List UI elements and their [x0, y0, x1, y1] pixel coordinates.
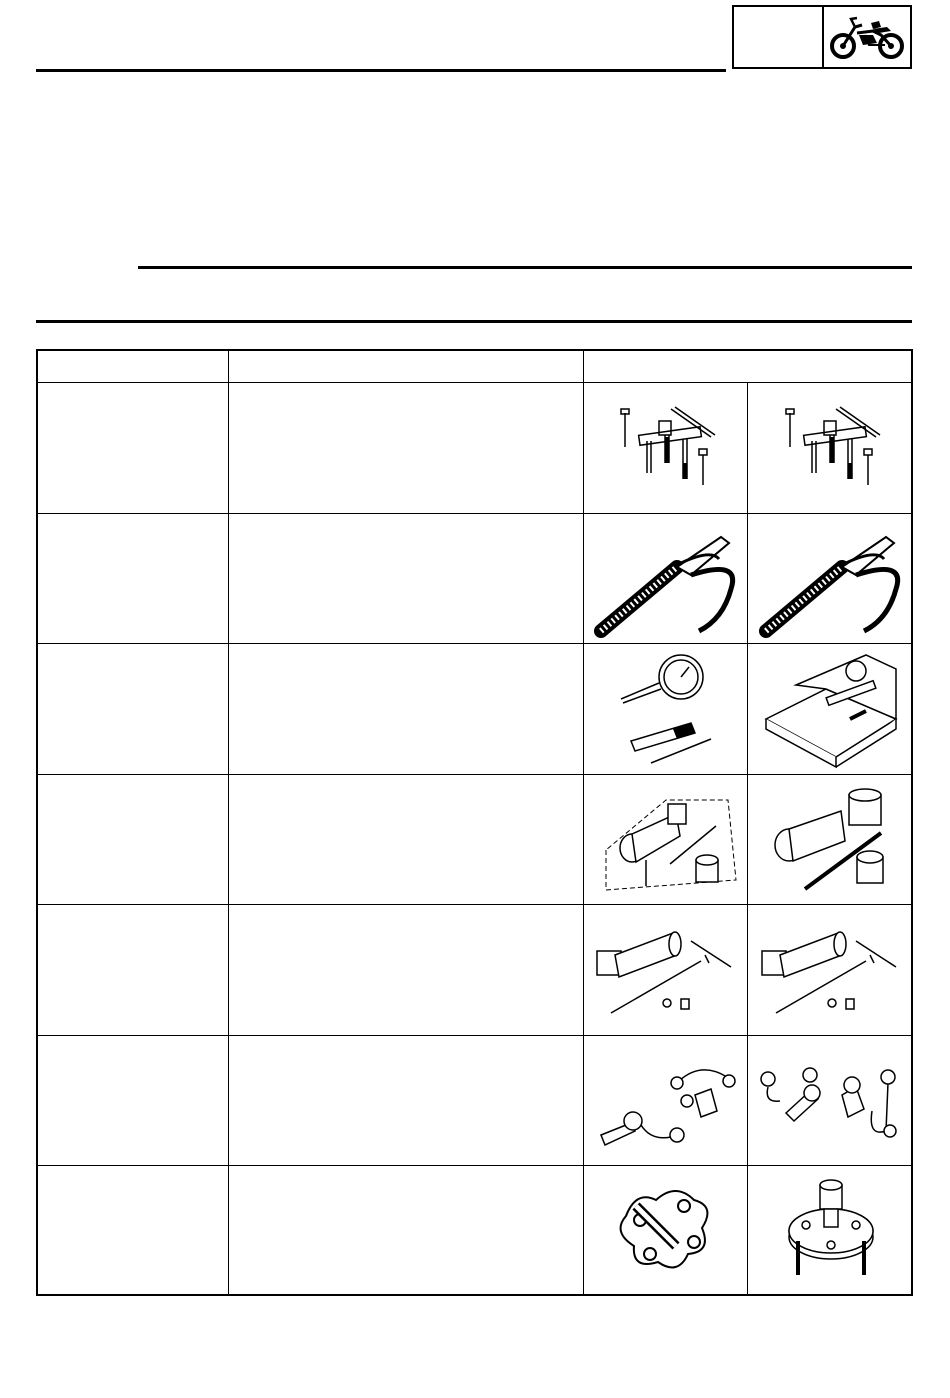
special-tools-table [36, 349, 913, 1296]
section-rule [36, 320, 912, 323]
tool-description-cell [229, 905, 583, 1035]
dirt-bike-icon-box [824, 5, 912, 69]
tool-description-cell [229, 644, 583, 774]
dial-gauge-set-icon [584, 644, 747, 774]
column-header-tool-number [38, 351, 228, 382]
tool-description-cell [229, 775, 583, 904]
holding-tool-icon [748, 514, 913, 643]
tool-number-cell [38, 644, 228, 774]
dial-gauge-case-icon [748, 644, 913, 774]
slide-hammer-set-icon [584, 905, 747, 1035]
section-box [732, 5, 824, 69]
tool-number-cell [38, 1036, 228, 1165]
tool-description-cell [229, 1166, 583, 1296]
rotor-puller-icon [748, 1166, 913, 1296]
tool-number-cell [38, 905, 228, 1035]
tool-description-cell [229, 383, 583, 513]
compression-gauge-adapters-icon [748, 1036, 913, 1165]
tool-number-cell [38, 514, 228, 643]
puller-set-icon [584, 383, 747, 513]
dirt-bike-icon [829, 13, 905, 61]
section-title-rule [138, 266, 912, 269]
puller-set-icon [748, 383, 913, 513]
tool-number-cell [38, 1166, 228, 1296]
slide-hammer-set-icon [748, 905, 913, 1035]
column-header-description [229, 351, 583, 382]
tool-description-cell [229, 514, 583, 643]
compression-gauge-adapters-icon [584, 1036, 747, 1165]
holding-tool-icon [584, 514, 747, 643]
rotor-holder-icon [584, 1166, 747, 1296]
crankshaft-installer-icon [584, 775, 747, 904]
crankshaft-installer-icon [748, 775, 913, 904]
column-header-illustration [584, 351, 913, 382]
header-rule [36, 69, 726, 72]
tool-number-cell [38, 775, 228, 904]
tool-description-cell [229, 1036, 583, 1165]
tool-number-cell [38, 383, 228, 513]
